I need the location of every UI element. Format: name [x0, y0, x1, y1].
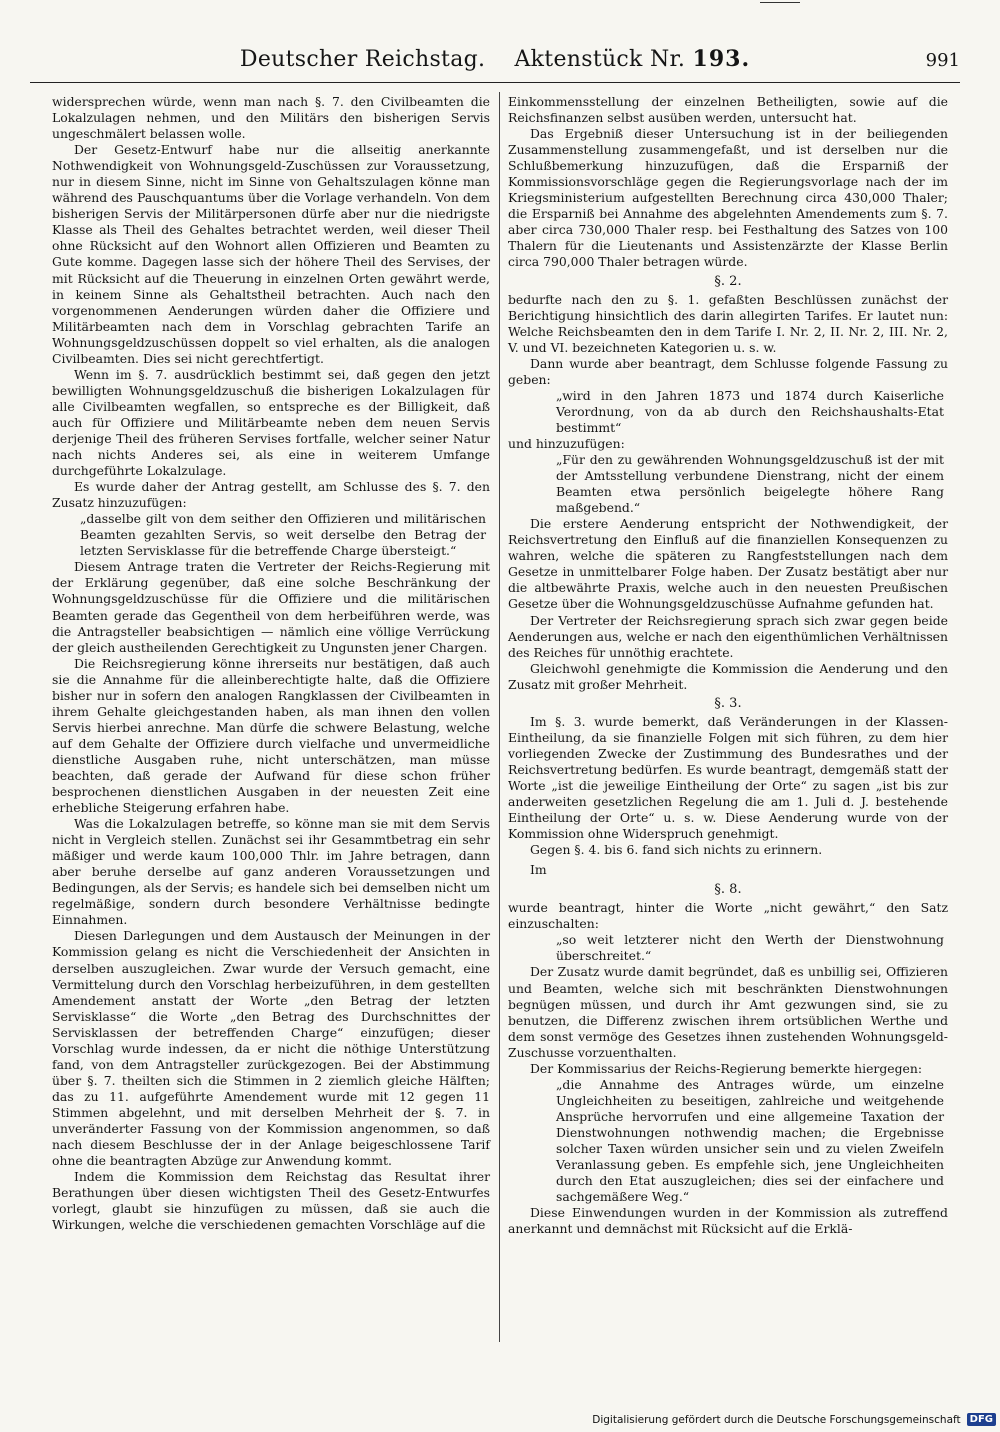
- quoted-amendment: „so weit letzterer nicht den Werth der Dienstwohnung überschreitet.“: [556, 932, 944, 964]
- paragraph: Gleichwohl genehmigte die Kommission die Aenderung und den Zusatz mit großer Mehrheit.: [508, 660, 948, 692]
- quoted-amendment: „dasselbe gilt von dem seither den Offizieren und militärischen Beamten gezahlten Servis, so weit derselbe den Betrag der letzten Servisklasse für die betreffende Charge übersteigt.“: [80, 511, 486, 559]
- paragraph: Die erstere Aenderung entspricht der Nothwendigkeit, der Reichsvertretung den Einfluß auf die finanziellen Konsequenzen zu wahren, welche die späteren zu Rangfeststellungen nach dem Gesetze in unmittelbarer Folge haben. Der Zusatz bestätigt aber nur die altbewährte Praxis, welche auch in den neuesten Preußischen Gesetze über die Wohnungsgeldzuschüsse Aufnahme gefunden hat.: [508, 516, 948, 612]
- header-doc-number: 193.: [692, 46, 751, 72]
- footer-credit: [592, 1413, 996, 1426]
- right-text-column: [508, 94, 948, 1362]
- paragraph: Im: [530, 862, 547, 878]
- page-number: 991: [925, 50, 960, 71]
- paragraph: Der Vertreter der Reichsregierung sprach sich zwar gegen beide Aenderungen aus, welche er nach den eigenthümlichen Verhältnissen des Reiches für unnöthig erachtete.: [508, 612, 948, 660]
- paragraph: Der Kommissarius der Reichs-Regierung bemerkte hiergegen:: [530, 1060, 923, 1076]
- paragraph: Es wurde daher der Antrag gestellt, am Schlusse des §. 7. den Zusatz hinzuzufügen:: [52, 479, 490, 511]
- scan-edge-mark: [760, 2, 800, 11]
- section-heading: §. 8.: [714, 882, 742, 898]
- paragraph: Diesem Antrage traten die Vertreter der Reichs-Regierung mit der Erklärung gegenüber, daß eine solche Beschränkung der Wohnungsgeldzuschüsse für die Offiziere und die militärischen Beamten gerade das Gegentheil von dem herbeiführen werde, was die Antragsteller beabsichtigen — nämlich eine völlige Verrückung der gleich austheilenden Gerechtigkeit zu Ungunsten jener Chargen.: [52, 559, 490, 655]
- paragraph: Was die Lokalzulagen betreffe, so könne man sie mit dem Servis nicht in Vergleich stellen. Zunächst sei ihr Gesammtbetrag ein sehr mäßiger und werde kaum 100,000 Thlr. im Jahre betragen, dann aber beruhe derselbe auf ganz anderen Voraussetzungen und Bedingungen, als der Servis; es handele sich bei demselben nicht um regelmäßige, sondern durch besondere Verhältnisse bedingte Einnahmen.: [52, 816, 490, 928]
- header-title-line: [30, 46, 960, 72]
- paragraph: wurde beantragt, hinter die Worte „nicht gewährt,“ den Satz einzuschalten:: [508, 900, 948, 932]
- quoted-amendment: „die Annahme des Antrages würde, um einzelne Ungleichheiten zu beseitigen, zahlreiche und weitgehende Ansprüche hervorrufen und eine allgemeine Taxation der Dienstwohnungen nothwendig machen; die Ergebnisse solcher Taxen würden unsicher sein und zu vielen Zweifeln Veranlassung geben. Es empfehle sich, jene Ungleichheiten durch den Etat auszugleichen; dies sei der einfachere und sachgemäßere Weg.“: [556, 1076, 944, 1205]
- paragraph: bedurfte nach den zu §. 1. gefaßten Beschlüssen zunächst der Berichtigung hinsichtlich des darin allegirten Tarifes. Er lautet nun: Welche Reichsbeamten den in dem Tarife I. Nr. 2, II. Nr. 2, III. Nr. 2, V. und VI. bezeichneten Kategorien u. s. w.: [508, 291, 948, 355]
- quoted-amendment: „wird in den Jahren 1873 und 1874 durch Kaiserliche Verordnung, von da ab durch den Reichshaushalts-Etat bestimmt“: [556, 387, 944, 435]
- paragraph: Im §. 3. wurde bemerkt, daß Veränderungen in der Klassen-Eintheilung, da sie finanzielle Folgen mit sich führen, zu dem hier vorliegenden Zwecke der Zustimmung des Bundesrathes und der Reichsvertretung bedürfen. Es wurde beantragt, demgemäß statt der Worte „ist die jeweilige Eintheilung der Orte“ zu sagen „ist bis zur anderweiten gesetzlichen Regelung die am 1. Juli d. J. bestehende Eintheilung der Orte“ u. s. w. Diese Aenderung wurde von der Kommission ohne Widerspruch genehmigt.: [508, 713, 948, 842]
- paragraph: und hinzuzufügen:: [508, 435, 625, 451]
- section-heading: §. 3.: [714, 695, 742, 711]
- paragraph: Dann wurde aber beantragt, dem Schlusse folgende Fassung zu geben:: [508, 355, 948, 387]
- paragraph: Gegen §. 4. bis 6. fand sich nichts zu erinnern.: [530, 842, 823, 858]
- paragraph: Die Reichsregierung könne ihrerseits nur bestätigen, daß auch sie die Annahme für die alleinberechtigte halte, daß die Offiziere bisher nur in sofern den analogen Rangklassen der Civilbeamten in ihrem Gehalte gleichgestanden haben, als man ihnen den vollen Servis hierbei anrechne. Man dürfe die schwere Belastung, welche auf dem Gehalte der Offiziere durch vielfache und unvermeidliche dienstliche Ausgaben ruhe, nicht unterschätzen, man müsse beachten, daß gerade der Aufwand für diese schon früher besprochenen dienstlichen Ausgaben in der neuesten Zeit eine erhebliche Steigerung erfahren habe.: [52, 655, 490, 816]
- page-header: [30, 40, 960, 83]
- paragraph: Wenn im §. 7. ausdrücklich bestimmt sei, daß gegen den jetzt bewilligten Wohnungsgeldzuschuß die bisherigen Lokalzulagen für alle Civilbeamten wegfallen, so entspreche es der Billigkeit, daß auch für Offiziere und Militärbeamte neben dem neuen Servis derjenige Theil des früheren Servises fortfalle, welcher seiner Natur nach nichts Anderes sei, als eine in weiterem Umfange durchgeführte Lokalzulage.: [52, 366, 490, 479]
- quoted-amendment: „Für den zu gewährenden Wohnungsgeldzuschuß ist der mit der Amtsstellung verbundene Dienstrang, nicht der einem Beamten etwa persönlich beigelegte höhere Rang maßgebend.“: [556, 452, 944, 516]
- dfg-logo: DFG: [967, 1413, 996, 1426]
- header-title: Deutscher Reichstag.: [239, 47, 486, 72]
- left-text-column: [52, 94, 490, 1362]
- header-doc-label: Aktenstück Nr.: [514, 47, 686, 72]
- footer-text: Digitalisierung gefördert durch die Deutsche Forschungsgemeinschaft: [592, 1413, 961, 1426]
- paragraph: Der Gesetz-Entwurf habe nur die allseitig anerkannte Nothwendigkeit von Wohnungsgeld-Zuschüssen zur Voraussetzung, nur in diesem Sinne, nicht im Sinne von Gehaltszulagen könne man während des Pauschquantums über die Vorlage verhandeln. Von dem bisherigen Servis der Militärpersonen dürfe aber nur die niedrigste Klasse als Theil des Gehaltes betrachtet werden, weil dieser Theil ohne Rücksicht auf den Wohnort allen Offizieren und Beamten zu Gute komme. Dagegen lasse sich der höhere Theil des Servises, der mit Rücksicht auf die Theuerung in einzelnen Orten gewährt werde, in keinem Sinne als Gehaltstheil betrachten. Auch nach den vorgenommenen Aenderungen würden daher die Offiziere und Militärbeamten nach dem in Vorschlag gebrachten Tarife an Wohnungsgeldzuschüssen doppelt so viel erhalten, als die analogen Civilbeamten. Dies sei nicht gerechtfertigt.: [52, 142, 490, 366]
- column-divider: [499, 92, 500, 1342]
- paragraph: Das Ergebniß dieser Untersuchung ist in der beiliegenden Zusammenstellung zusammengefaßt, und ist derselben nur die Schlußbemerkung hinzuzufügen, daß die Ersparniß der Kommissionsvorschläge gegen die Regierungsvorlage nach der im Kriegsministerium aufgestellten Berechnung circa 430,000 Thaler; die Ersparniß bei Annahme des abgelehnten Amendements zum §. 7. aber circa 730,000 Thaler resp. bei Festhaltung des Satzes von 100 Thalern für die Lieutenants und Assistenzärzte der Klasse Berlin circa 790,000 Thaler betragen würde.: [508, 126, 948, 270]
- paragraph: Indem die Kommission dem Reichstag das Resultat ihrer Berathungen über diesen wichtigsten Theil des Gesetz-Entwurfes vorlegt, glaubt sie hinzufügen zu müssen, daß sie auch die Wirkungen, welche die verschiedenen gemachten Vorschläge auf die: [52, 1169, 490, 1233]
- paragraph: widersprechen würde, wenn man nach §. 7. den Civilbeamten die Lokalzulagen nehmen, und den Militärs den bisherigen Servis ungeschmälert belassen wolle.: [52, 94, 490, 142]
- paragraph: Einkommensstellung der einzelnen Betheiligten, sowie auf die Reichsfinanzen selbst ausüben werden, untersucht hat.: [508, 94, 948, 126]
- section-heading: §. 2.: [714, 273, 742, 289]
- paragraph: Der Zusatz wurde damit begründet, daß es unbillig sei, Offizieren und Beamten, welche sich mit beschränkten Dienstwohnungen begnügen müssen, und durch ihr Amt gezwungen sind, sie zu benutzen, die Differenz zwischen ihrem ortsüblichen Werthe und dem sonst vermöge des Gesetzes ihnen zustehenden Wohnungsgeld-Zuschusse vorzuenthalten.: [508, 964, 948, 1060]
- paragraph: Diese Einwendungen wurden in der Kommission als zutreffend anerkannt und demnächst mit Rücksicht auf die Erklä-: [508, 1205, 948, 1237]
- paragraph: Diesen Darlegungen und dem Austausch der Meinungen in der Kommission gelang es nicht die Verschiedenheit der Ansichten in derselben auszugleichen. Zwar wurde der Versuch gemacht, eine Vermittelung durch den Vorschlag herbeizuführen, in dem gestellten Amendement anstatt der Worte „den Betrag der letzten Servisklasse“ die Worte „den Betrag des Durchschnittes der Servisklassen der betreffenden Charge“ einzufügen; dieser Vorschlag wurde indessen, da er nicht die nöthige Unterstützung fand, von dem Antragsteller zurückgezogen. Bei der Abstimmung über §. 7. theilten sich die Stimmen in 2 ziemlich gleiche Hälften; das zu 11. aufgeführte Amendement wurde mit 12 gegen 11 Stimmen abgelehnt, und mit derselben Mehrheit der §. 7. in unveränderter Fassung von der Kommission angenommen, so daß nach diesem Beschlusse der in der Anlage beigeschlossene Tarif ohne die beantragten Abzüge zur Anwendung kommt.: [52, 928, 490, 1169]
